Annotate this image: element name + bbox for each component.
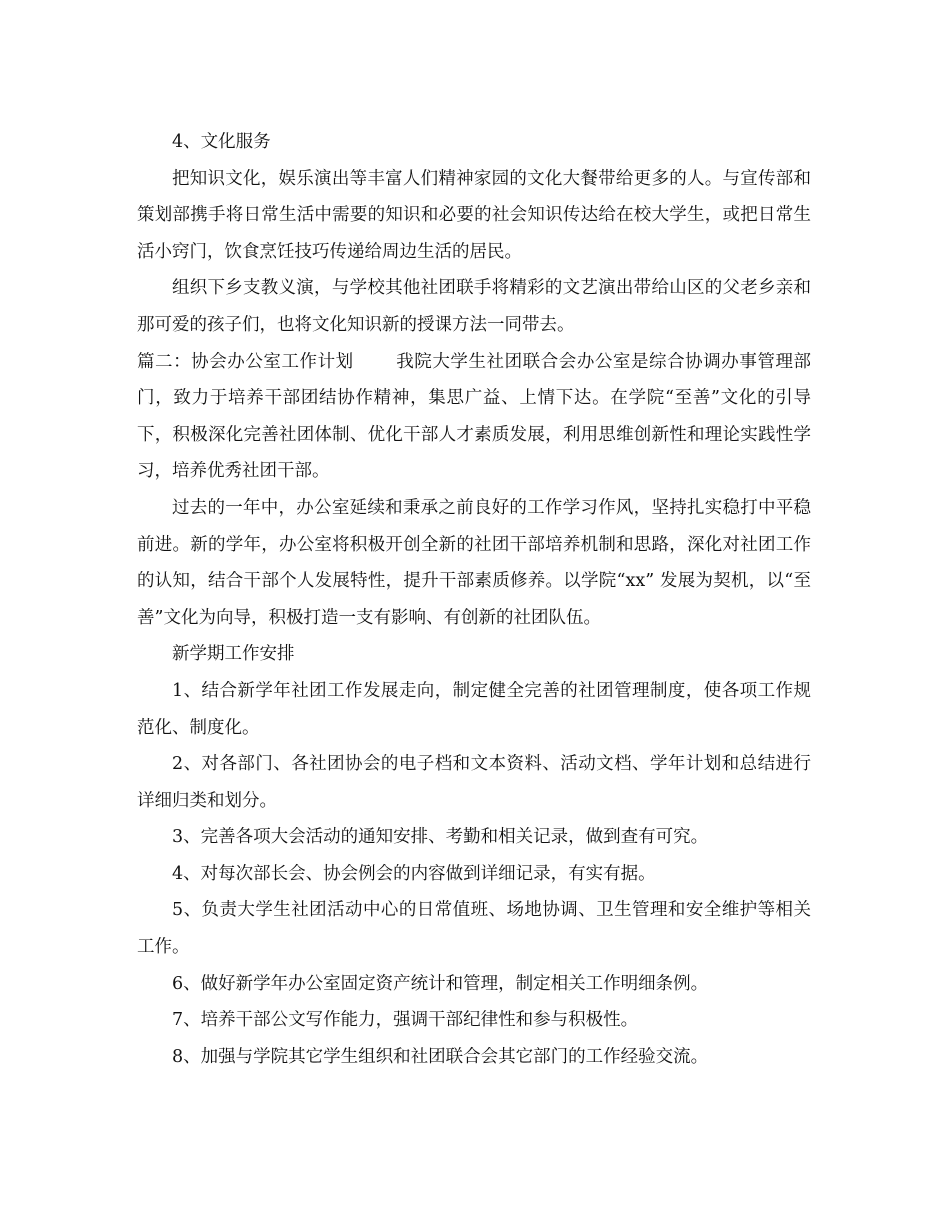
article2-intro: 我院大学生社团联合会办公室是综合协调办事管理部门，致力于培养干部团结协作精神，集思广益、上情下达。在学院“至善”文化的引导下，积极深化完善社团体制、优化干部人才素质发展，利用思维创新性和理论实践性学习，培养优秀社团干部。 [137,351,812,482]
paragraph-rural-performance: 组织下乡支教义演，与学校其他社团联手将精彩的文艺演出带给山区的父老乡亲和那可爱的孩子们，也将文化知识新的授课方法一同带去。 [137,278,811,335]
article2-intro-block [137,344,811,490]
list-item: 7、培养干部公文写作能力，强调干部纪律性和参与积极性。 [172,1010,639,1031]
document-page [137,124,811,1075]
paragraph-past-year: 过去的一年中，办公室延续和秉承之前良好的工作学习作风，坚持扎实稳打中平稳前进。新的学年，办公室将积极开创全新的社团干部培养机制和思路，深化对社团工作的认知，结合干部个人发展特性，提升干部素质修养。以学院“xx” 发展为契机，以“至善”文化为向导，积极打造一支有影响、有创新的社团队伍。 [137,497,811,628]
list-item: 5、负责大学生社团活动中心的日常值班、场地协调、卫生管理和安全维护等相关工作。 [137,900,811,958]
article2-title: 篇二：协会办公室工作计划 [137,351,354,372]
list-item: 1、结合新学年社团工作发展走向，制定健全完善的社团管理制度，使各项工作规范化、制度化。 [137,680,811,738]
paragraph-cultural-service: 把知识文化，娱乐演出等丰富人们精神家园的文化大餐带给更多的人。与宣传部和策划部携手将日常生活中需要的知识和必要的社会知识传达给在校大学生，或把日常生活小窍门，饮食烹饪技巧传递给周边生活的居民。 [137,168,811,262]
list-item: 3、完善各项大会活动的通知安排、考勤和相关记录，做到查有可究。 [172,827,709,848]
list-item: 4、对每次部长会、协会例会的内容做到详细记录，有实有据。 [172,863,656,884]
list-item: 6、做好新学年办公室固定资产统计和管理，制定相关工作明细条例。 [172,973,709,994]
list-item: 8、加强与学院其它学生组织和社团联合会其它部门的工作经验交流。 [172,1046,709,1067]
subheading-new-semester: 新学期工作安排 [172,644,295,665]
list-item: 2、对各部门、各社团协会的电子档和文本资料、活动文档、学年计划和总结进行详细归类和划分。 [137,754,811,811]
section-heading-cultural-service: 4、文化服务 [172,132,271,152]
